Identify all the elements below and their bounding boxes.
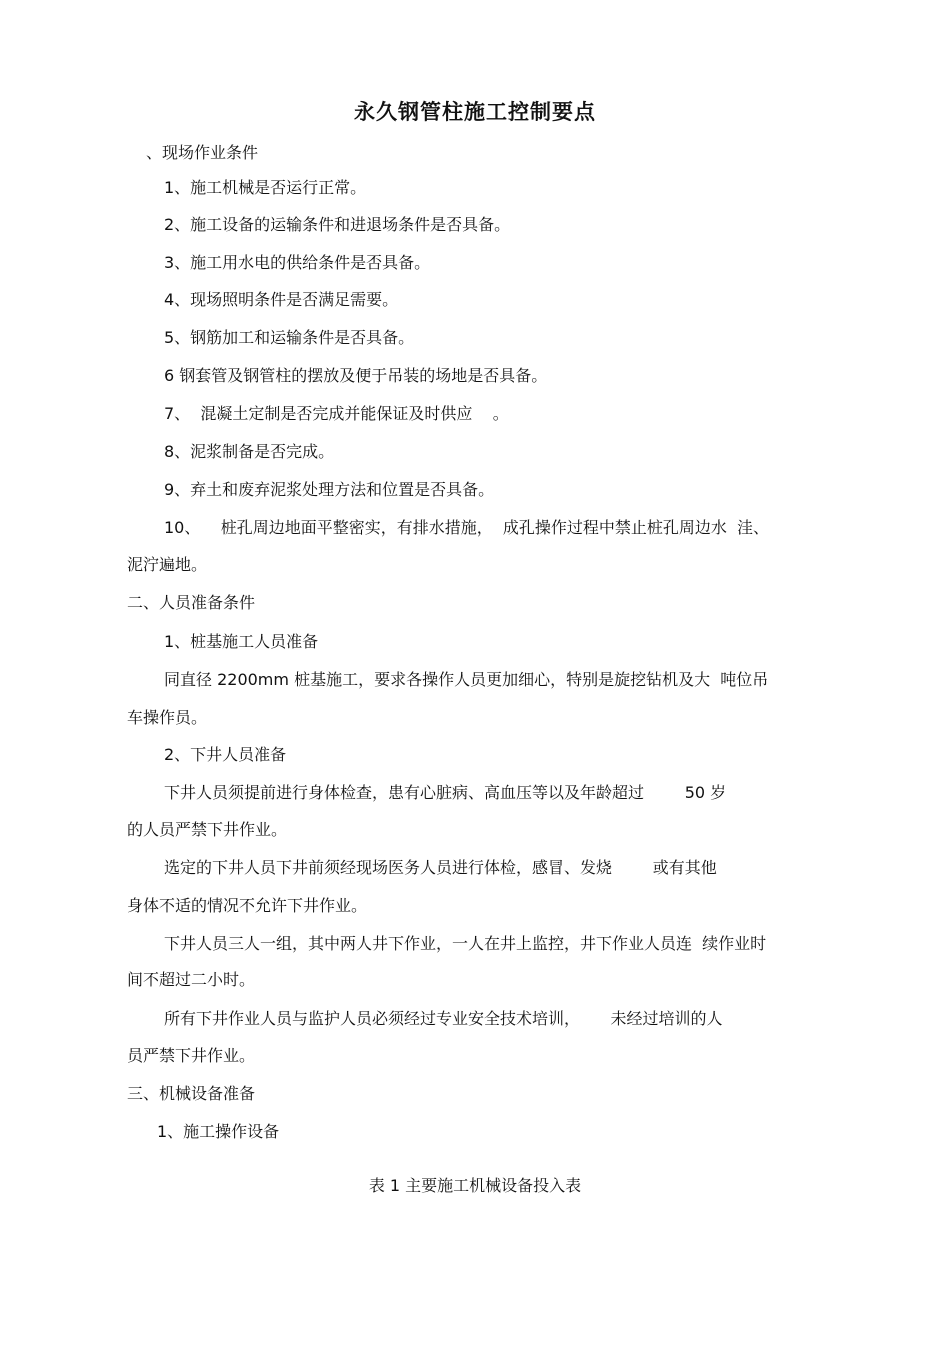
paragraph-line: 的人员严禁下井作业。 bbox=[127, 820, 288, 839]
section-3-heading: 三、机械设备准备 bbox=[127, 1084, 256, 1103]
list-item: 1、施工机械是否运行正常。 bbox=[164, 178, 367, 197]
paragraph-line: 下井人员三人一组，其中两人井下作业，一人在井上监控，井下作业人员连 续作业时 bbox=[164, 934, 767, 953]
paragraph-line: 间不超过二小时。 bbox=[127, 970, 256, 989]
paragraph-line: 身体不适的情况不允许下井作业。 bbox=[127, 896, 368, 915]
document-title: 永久钢管柱施工控制要点 bbox=[354, 100, 596, 124]
paragraph-line: 选定的下井人员下井前须经现场医务人员进行体检，感冒、发烧 或有其他 bbox=[164, 858, 717, 877]
paragraph-line: 同直径 2200mm 桩基施工，要求各操作人员更加细心，特别是旋挖钻机及大 吨位吊 bbox=[164, 670, 769, 689]
subsection-heading: 2、下井人员准备 bbox=[164, 745, 287, 764]
list-item: 5、钢筋加工和运输条件是否具备。 bbox=[164, 328, 415, 347]
list-item: 9、弃土和废弃泥浆处理方法和位置是否具备。 bbox=[164, 480, 495, 499]
list-item: 8、泥浆制备是否完成。 bbox=[164, 442, 335, 461]
table-caption: 表 1 主要施工机械设备投入表 bbox=[368, 1176, 582, 1195]
paragraph-line: 员严禁下井作业。 bbox=[127, 1046, 256, 1065]
section-1-heading: 、现场作业条件 bbox=[146, 143, 259, 162]
list-item-10-line-1: 10、 桩孔周边地面平整密实，有排水措施， 成孔操作过程中禁止桩孔周边水 洼、 bbox=[164, 518, 770, 537]
section-2-heading: 二、人员准备条件 bbox=[127, 593, 256, 612]
paragraph-line: 所有下井作业人员与监护人员必须经过专业安全技术培训， 未经过培训的人 bbox=[164, 1009, 723, 1028]
list-item: 4、现场照明条件是否满足需要。 bbox=[164, 290, 399, 309]
paragraph-line: 下井人员须提前进行身体检查，患有心脏病、高血压等以及年龄超过 50 岁 bbox=[164, 783, 727, 802]
list-item: 2、施工设备的运输条件和进退场条件是否具备。 bbox=[164, 215, 511, 234]
list-item: 7、 混凝土定制是否完成并能保证及时供应 。 bbox=[164, 404, 509, 423]
subsection-heading: 1、桩基施工人员准备 bbox=[164, 632, 319, 651]
list-item: 3、施工用水电的供给条件是否具备。 bbox=[164, 253, 431, 272]
paragraph-line: 车操作员。 bbox=[127, 708, 208, 727]
subsection-heading: 1、施工操作设备 bbox=[157, 1122, 280, 1141]
list-item: 6 钢套管及钢管柱的摆放及便于吊装的场地是否具备。 bbox=[164, 366, 548, 385]
list-item-10-line-2: 泥泞遍地。 bbox=[127, 555, 208, 574]
